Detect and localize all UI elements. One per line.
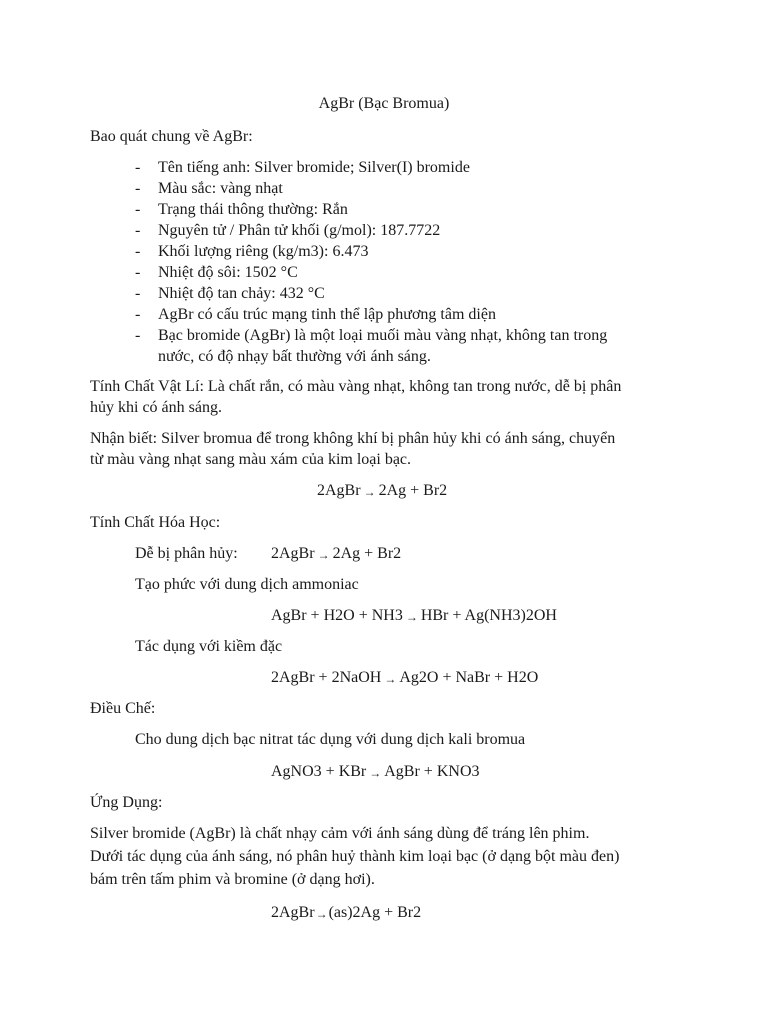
decompose-label: Dễ bị phân hủy:: [135, 545, 238, 562]
list-item-text: Bạc bromide (AgBr) là một loại muối màu vàng nhạt, không tan trong: [158, 327, 608, 344]
equation-left: 2AgBr: [271, 904, 315, 921]
list-item-text: Màu sắc: vàng nhạt: [158, 180, 283, 197]
list-item-text: Nguyên tử / Phân tử khối (g/mol): 187.7722: [158, 222, 441, 239]
list-item-text: Nhiệt độ tan chảy: 432 °C: [158, 285, 325, 302]
preparation-text: Cho dung dịch bạc nitrat tác dụng với dung dịch kali bromua: [135, 731, 526, 748]
bullet-dash: -: [135, 180, 141, 197]
equation-right: Ag2O + NaBr + H2O: [399, 669, 539, 686]
equation-right: 2Ag + Br2: [378, 482, 448, 499]
equation-decompose: [271, 544, 401, 564]
chemical-properties-heading: Tính Chất Hóa Học:: [90, 514, 221, 531]
bullet-dash: -: [135, 201, 141, 218]
bullet-dash: -: [135, 159, 141, 176]
bullet-dash: -: [135, 327, 141, 344]
arrow-icon: →: [317, 548, 330, 562]
equation-application: [271, 903, 421, 923]
bullet-dash: -: [135, 222, 141, 239]
bullet-dash: -: [135, 243, 141, 260]
applications-line: bám trên tấm phim và bromine (ở dạng hơi).: [90, 871, 375, 888]
applications-heading: Ứng Dụng:: [90, 794, 163, 811]
list-item-text: Trạng thái thông thường: Rắn: [158, 201, 348, 218]
alkali-label: Tác dụng với kiềm đặc: [135, 638, 283, 655]
equation-preparation: [271, 762, 480, 782]
list-item-text: Nhiệt độ sôi: 1502 °C: [158, 264, 298, 281]
ammonia-label: Tạo phức với dung dịch ammoniac: [135, 576, 359, 593]
equation-identify: [317, 481, 447, 501]
equation-left: 2AgBr: [271, 545, 315, 562]
arrow-icon: →: [384, 672, 397, 686]
arrow-icon: →: [315, 907, 328, 921]
equation-right: (as)2Ag + Br2: [328, 904, 422, 921]
identification-line: Nhận biết: Silver bromua để trong không khí bị phân hủy khi có ánh sáng, chuyển: [90, 430, 616, 447]
page-title: AgBr (Bạc Bromua): [318, 95, 450, 112]
equation-right: AgBr + KNO3: [384, 763, 480, 780]
overview-heading: Bao quát chung về AgBr:: [90, 128, 253, 145]
equation-left: AgNO3 + KBr: [271, 763, 367, 780]
applications-line: Silver bromide (AgBr) là chất nhạy cảm với ánh sáng dùng để tráng lên phim.: [90, 825, 590, 842]
equation-right: 2Ag + Br2: [332, 545, 402, 562]
equation-right: HBr + Ag(NH3)2OH: [420, 607, 557, 624]
bullet-dash: -: [135, 306, 141, 323]
applications-line: Dưới tác dụng của ánh sáng, nó phân huỷ thành kim loại bạc (ở dạng bột màu đen): [90, 848, 620, 865]
list-item-continuation: nước, có độ nhạy bất thường với ánh sáng.: [158, 348, 431, 365]
equation-alkali: [271, 668, 538, 688]
equation-left: 2AgBr + 2NaOH: [271, 669, 382, 686]
equation-ammonia: [271, 606, 557, 626]
equation-left: AgBr + H2O + NH3: [271, 607, 403, 624]
list-item-text: Tên tiếng anh: Silver bromide; Silver(I) bromide: [158, 159, 470, 176]
list-item-text: Khối lượng riêng (kg/m3): 6.473: [158, 243, 369, 260]
identification-line: từ màu vàng nhạt sang màu xám của kim loại bạc.: [90, 451, 412, 468]
arrow-icon: →: [363, 485, 376, 499]
preparation-heading: Điều Chế:: [90, 700, 156, 717]
bullet-dash: -: [135, 264, 141, 281]
arrow-icon: →: [405, 610, 418, 624]
physical-properties-line: hủy khi có ánh sáng.: [90, 399, 222, 416]
bullet-dash: -: [135, 285, 141, 302]
equation-left: 2AgBr: [317, 482, 361, 499]
physical-properties-line: Tính Chất Vật Lí: Là chất rắn, có màu vàng nhạt, không tan trong nước, dễ bị phân: [90, 378, 622, 395]
list-item-text: AgBr có cấu trúc mạng tinh thể lập phương tâm diện: [158, 306, 496, 323]
arrow-icon: →: [369, 766, 382, 780]
